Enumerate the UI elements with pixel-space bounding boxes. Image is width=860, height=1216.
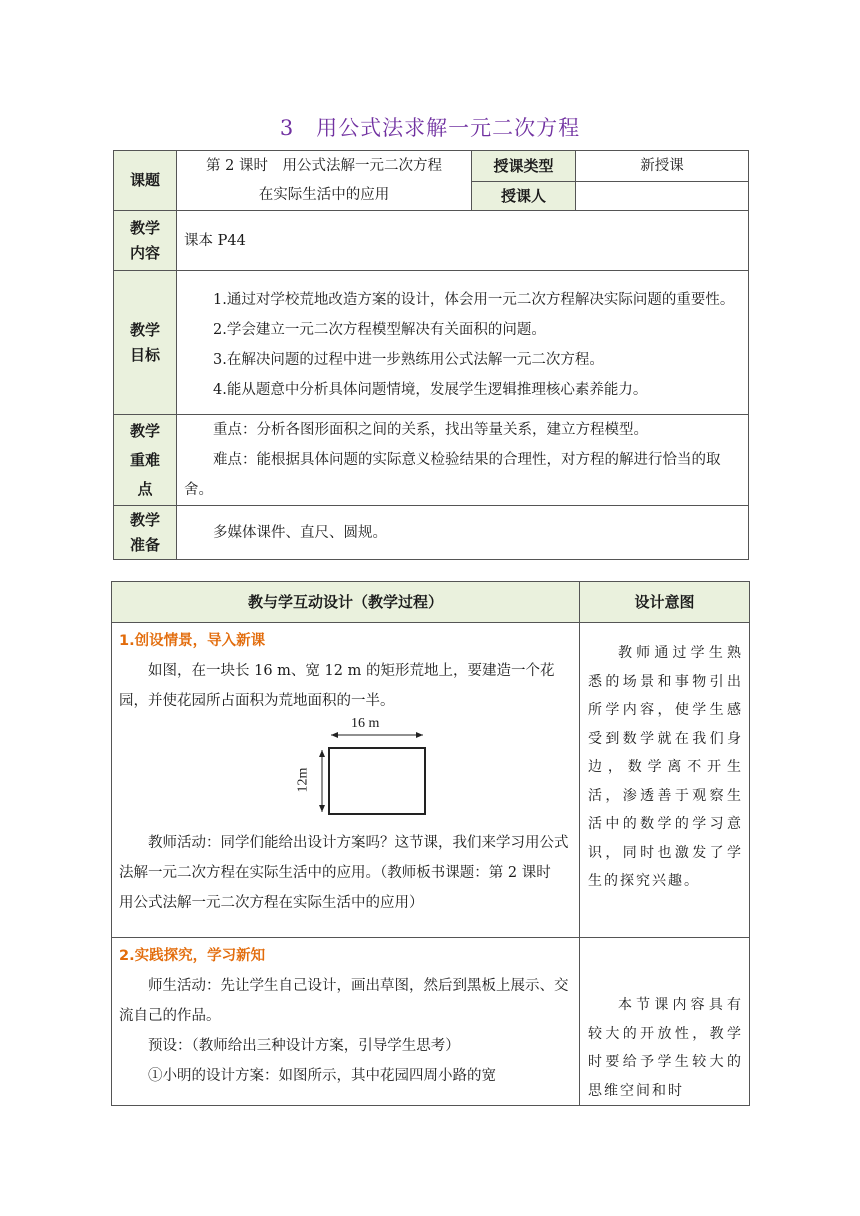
key-point: 重点：分析各图形面积之间的关系，找出等量关系，建立方程模型。 bbox=[213, 422, 648, 438]
goals-label-line-2: 目标 bbox=[129, 345, 160, 364]
section-1-para-1: 如图，在一块长 16 m、宽 12 m 的矩形荒地上，要建造一个花园，并使花园所占面积为荒地面积的一半。 bbox=[119, 663, 555, 709]
rectangle-figure bbox=[119, 716, 573, 828]
rectangle-diagram bbox=[119, 716, 574, 828]
prep-label bbox=[114, 506, 177, 560]
content-label-line-2: 内容 bbox=[129, 243, 160, 262]
section-1 bbox=[112, 623, 580, 938]
intent-header: 设计意图 bbox=[580, 582, 750, 623]
goal-item: 3.在解决问题的过程中进一步熟练用公式法解一元二次方程。 bbox=[213, 351, 604, 368]
section-1-intent: 教师通过学生熟悉的场景和事物引出所学内容，使学生感受到数学就在我们身边，数学离不开生活，渗透善于观察生活中的数学的学习意识，同时也激发了学生的探究兴趣。 bbox=[580, 623, 750, 938]
goals-list bbox=[177, 271, 749, 415]
teacher-value bbox=[576, 182, 749, 211]
process-header: 教与学互动设计（教学过程） bbox=[112, 582, 580, 623]
content-label-line-1: 教学 bbox=[129, 218, 160, 237]
section-2-para-3: ①小明的设计方案：如图所示，其中花园四周小路的宽 bbox=[148, 1068, 496, 1084]
goals-label-line-1: 教学 bbox=[129, 320, 160, 339]
teaching-process-table bbox=[111, 581, 750, 1106]
height-label: 12m bbox=[295, 767, 311, 793]
topic-line-2: 在实际生活中的应用 bbox=[258, 186, 390, 203]
prep-label-line-2: 准备 bbox=[129, 535, 160, 554]
section-1-title: 1.创设情景，导入新课 bbox=[119, 633, 266, 649]
topic-label: 课题 bbox=[114, 151, 177, 211]
type-value: 新授课 bbox=[576, 151, 749, 182]
section-2-para-2: 预设：（教师给出三种设计方案，引导学生思考） bbox=[148, 1038, 460, 1054]
type-label: 授课类型 bbox=[472, 151, 576, 182]
difficult-point: 难点：能根据具体问题的实际意义检验结果的合理性，对方程的解进行恰当的取舍。 bbox=[184, 452, 721, 498]
page-title: 3 用公式法求解一元二次方程 bbox=[279, 116, 581, 140]
keypoints-label bbox=[114, 415, 177, 506]
goal-item: 2.学会建立一元二次方程模型解决有关面积的问题。 bbox=[213, 321, 546, 338]
content-label bbox=[114, 211, 177, 271]
prep-value: 多媒体课件、直尺、圆规。 bbox=[177, 506, 749, 560]
teacher-label: 授课人 bbox=[472, 182, 576, 211]
section-2-title: 2.实践探究，学习新知 bbox=[119, 948, 266, 964]
section-2 bbox=[112, 938, 580, 1106]
goal-item: 1.通过对学校荒地改造方案的设计，体会用一元二次方程解决实际问题的重要性。 bbox=[213, 291, 735, 308]
keypoints-label-line-1: 教学 bbox=[129, 421, 160, 440]
keypoints-value bbox=[177, 415, 749, 506]
keypoints-label-line-2: 重难 bbox=[129, 450, 160, 469]
topic-value bbox=[177, 151, 472, 211]
section-2-intent: 本节课内容具有较大的开放性，教学时要给予学生较大的思维空间和时 bbox=[580, 938, 750, 1106]
goals-label bbox=[114, 271, 177, 415]
width-label: 16 m bbox=[351, 716, 380, 731]
section-1-para-2: 教师活动：同学们能给出设计方案吗？这节课，我们来学习用公式法解一元二次方程在实际生活中的应用。（教师板书课题：第 2 课时 用公式法解一元二次方程在实际生活中的应用） bbox=[119, 835, 569, 911]
topic-line-1: 第 2 课时 用公式法解一元二次方程 bbox=[206, 157, 442, 174]
lesson-info-table bbox=[113, 150, 749, 560]
keypoints-label-line-3: 点 bbox=[137, 479, 153, 498]
prep-label-line-1: 教学 bbox=[129, 510, 160, 529]
goal-item: 4.能从题意中分析具体问题情境，发展学生逻辑推理核心素养能力。 bbox=[213, 381, 648, 398]
rectangle-shape bbox=[329, 748, 425, 814]
content-value: 课本 P44 bbox=[177, 211, 749, 271]
section-2-para-1: 师生活动：先让学生自己设计，画出草图，然后到黑板上展示、交流自己的作品。 bbox=[119, 978, 569, 1024]
